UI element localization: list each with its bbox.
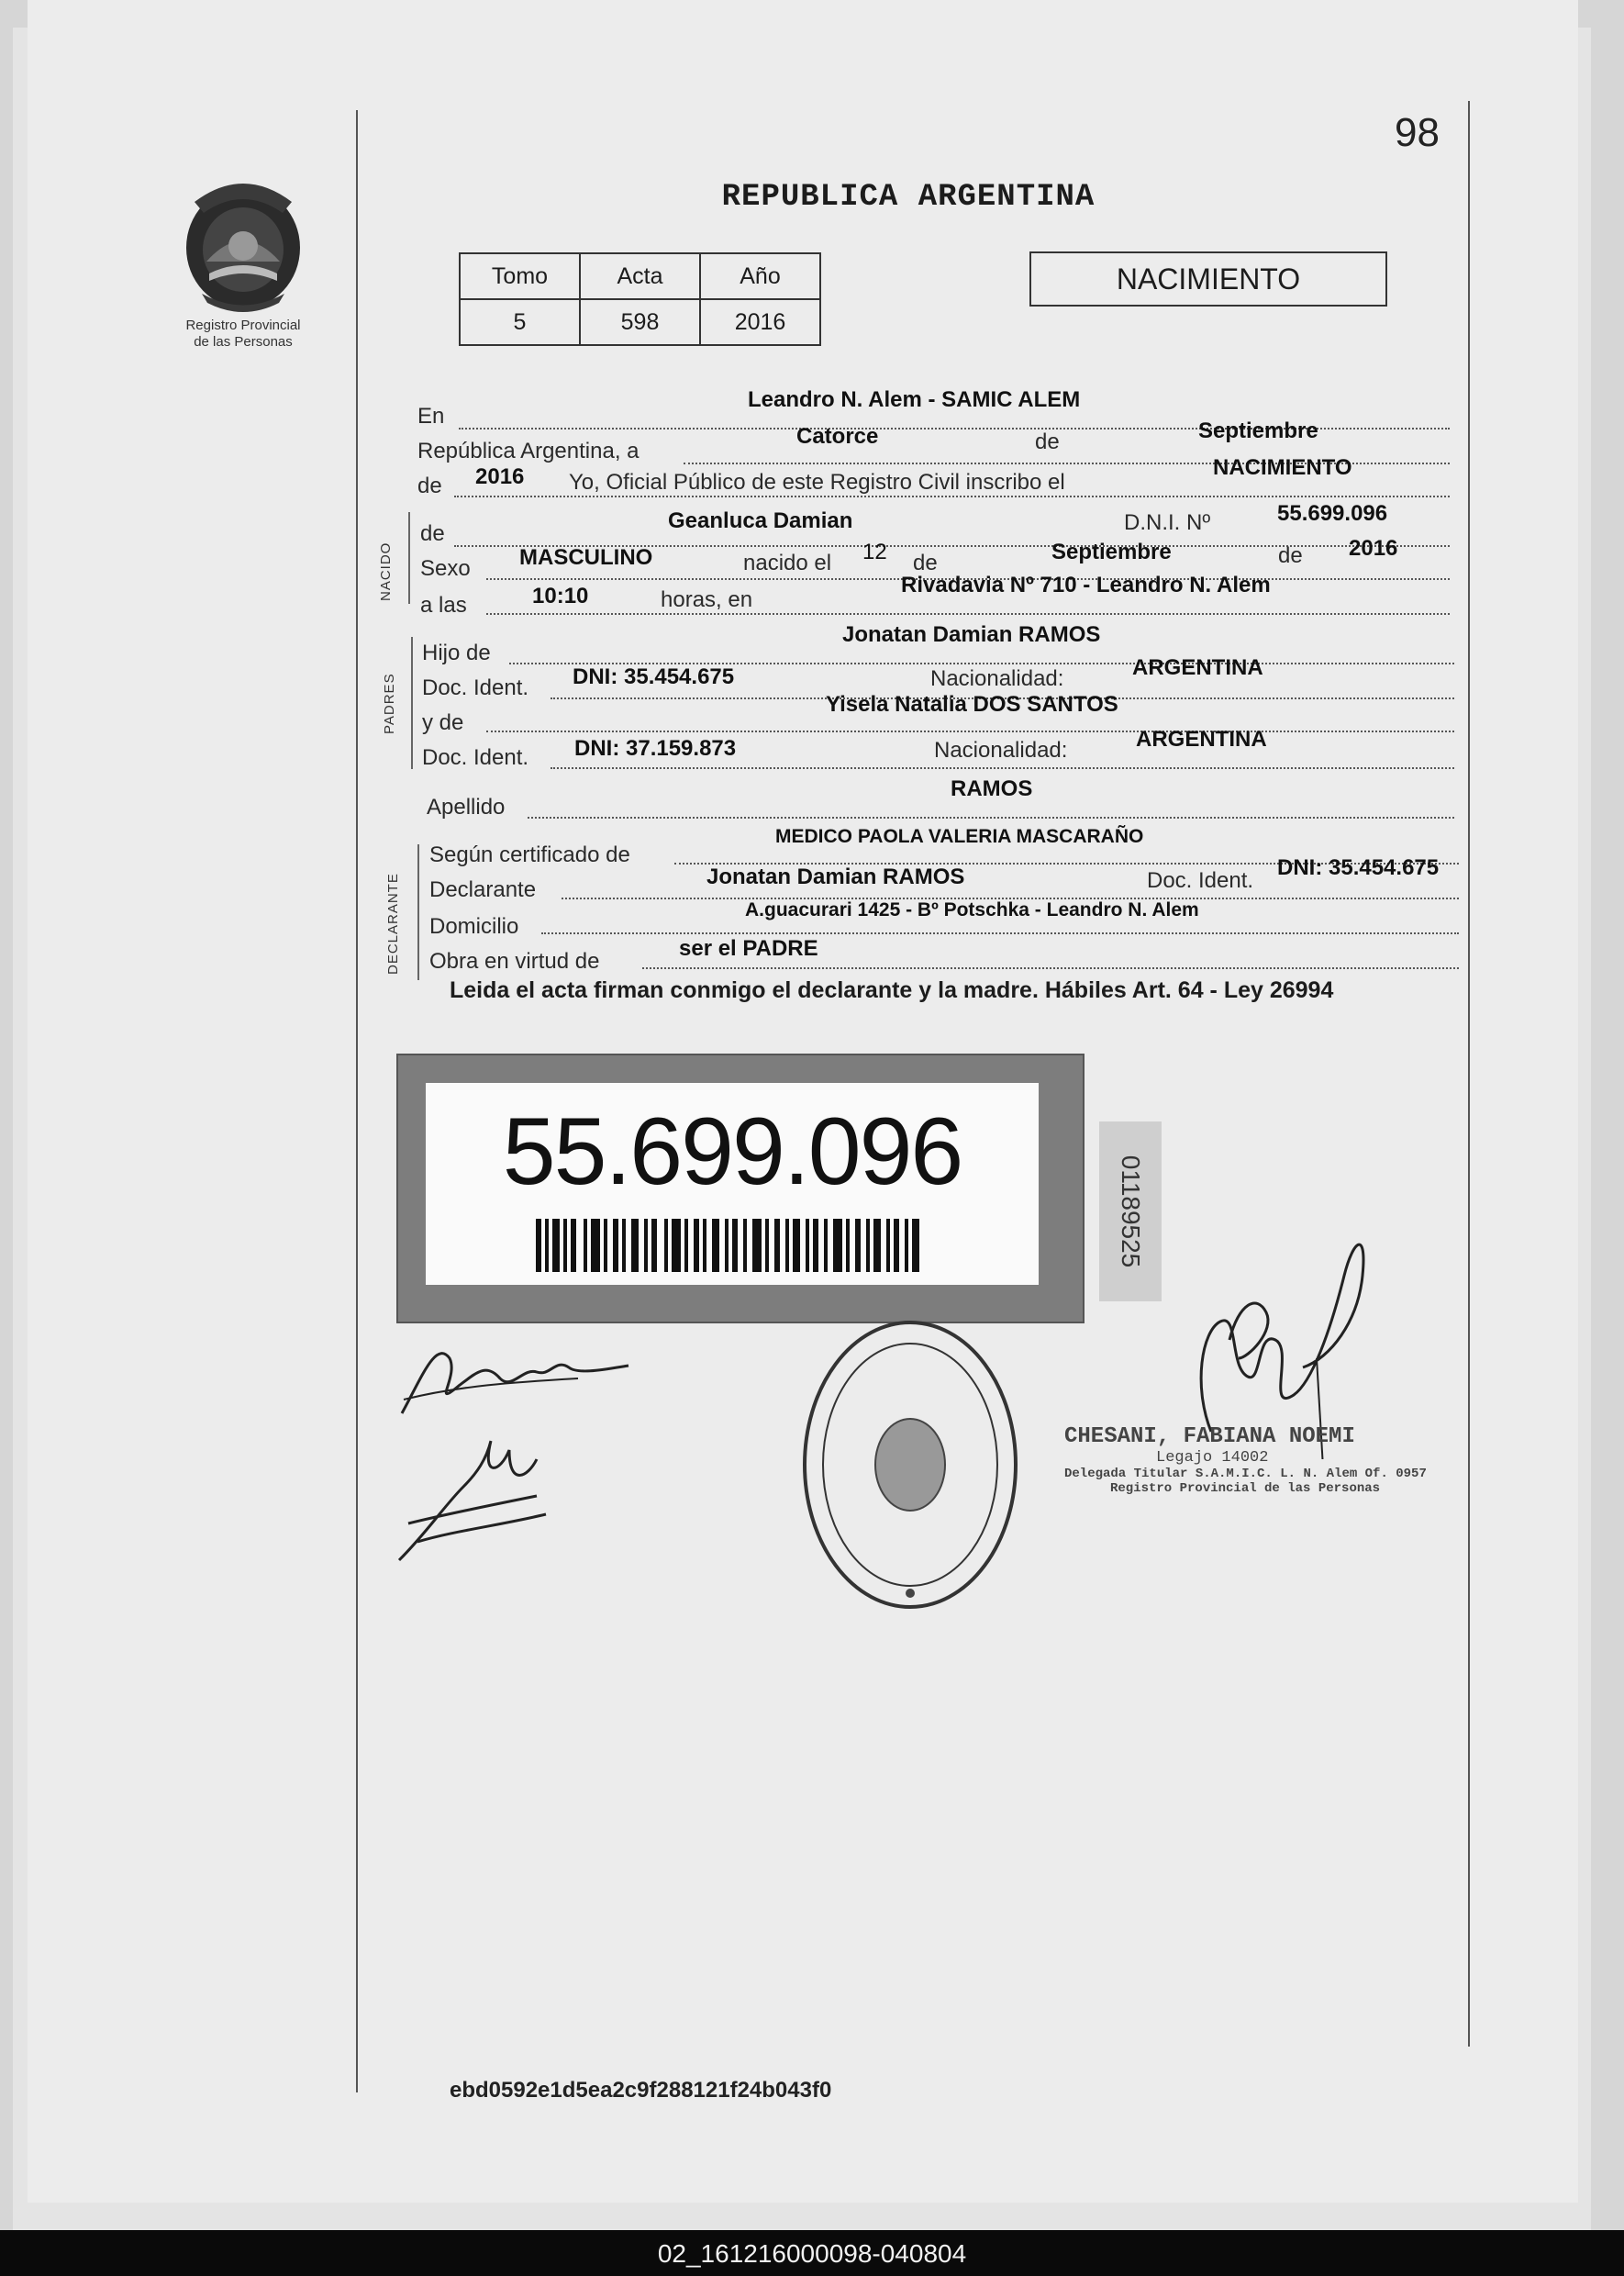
hijo-label: Hijo de bbox=[422, 641, 491, 665]
record-type-box: NACIMIENTO bbox=[1029, 251, 1387, 307]
official-role: Delegada Titular S.A.M.I.C. L. N. Alem Of. 0957 bbox=[1064, 1467, 1427, 1481]
right-frame-line bbox=[1468, 101, 1470, 2047]
obra-label: Obra en virtud de bbox=[429, 949, 600, 974]
page-number: 98 bbox=[1395, 110, 1440, 155]
inscribe-type: NACIMIENTO bbox=[1213, 455, 1352, 480]
section-bar-padres bbox=[411, 637, 413, 769]
act-place: Leandro N. Alem - SAMIC ALEM bbox=[748, 387, 1081, 412]
province-emblem-icon bbox=[174, 165, 312, 317]
nacionalidad-label: Nacionalidad: bbox=[934, 738, 1068, 763]
dotted-line bbox=[551, 767, 1454, 769]
signature-left-1 bbox=[395, 1322, 633, 1432]
apellido-value: RAMOS bbox=[951, 776, 1033, 801]
nacido-sexo: MASCULINO bbox=[519, 545, 653, 570]
serial-number-strip bbox=[1099, 1121, 1162, 1301]
dotted-line bbox=[454, 496, 1450, 497]
declarante-label: Declarante bbox=[429, 877, 537, 902]
barcode-icon bbox=[536, 1219, 921, 1272]
registry-header-acta: Acta bbox=[580, 253, 700, 299]
official-legajo: Legajo 14002 bbox=[1156, 1449, 1269, 1467]
act-year: 2016 bbox=[475, 464, 525, 489]
nacido-de-label: de bbox=[420, 521, 445, 546]
nacido-dni: 55.699.096 bbox=[1277, 501, 1388, 526]
section-tag-declarante: DECLARANTE bbox=[385, 873, 401, 975]
birth-place: Rivadavia Nº 710 - Leandro N. Alem bbox=[901, 573, 1271, 597]
father-doc: DNI: 35.454.675 bbox=[573, 664, 735, 689]
official-name: CHESANI, FABIANA NOEMI bbox=[1064, 1424, 1355, 1449]
act-month: Septiembre bbox=[1198, 418, 1318, 443]
en-label: En bbox=[417, 404, 445, 429]
footer-filename: 02_161216000098-040804 bbox=[657, 2239, 967, 2268]
de-label: de bbox=[1278, 543, 1303, 568]
signature-left-2 bbox=[390, 1422, 555, 1579]
registry-value-acta: 598 bbox=[580, 299, 700, 345]
left-frame-line bbox=[356, 110, 358, 2092]
republica-label: República Argentina, a bbox=[417, 439, 640, 463]
registry-value-row bbox=[460, 299, 820, 345]
dotted-line bbox=[486, 613, 1450, 615]
sexo-label: Sexo bbox=[420, 556, 471, 581]
section-bar-nacido bbox=[408, 512, 410, 604]
stamp-inner bbox=[426, 1083, 1039, 1285]
mother-nationality: ARGENTINA bbox=[1136, 727, 1267, 752]
serial-number: 01189525 bbox=[1117, 1155, 1145, 1268]
de2-label: de bbox=[417, 474, 442, 498]
yo-text: Yo, Oficial Público de este Registro Civil inscribo el bbox=[569, 470, 1065, 495]
section-tag-padres: PADRES bbox=[382, 673, 397, 734]
alas-label: a las bbox=[420, 593, 467, 618]
dotted-line bbox=[486, 731, 1454, 732]
registry-header-tomo: Tomo bbox=[460, 253, 580, 299]
birth-time: 10:10 bbox=[532, 584, 589, 608]
stamp-number: 55.699.096 bbox=[502, 1099, 962, 1205]
de-label: de bbox=[913, 551, 938, 575]
nacionalidad-label: Nacionalidad: bbox=[930, 666, 1064, 691]
mother-name: Yisela Natalia DOS SANTOS bbox=[826, 692, 1118, 717]
registry-value-anio: 2016 bbox=[700, 299, 820, 345]
dotted-line bbox=[541, 932, 1459, 934]
emblem-caption bbox=[147, 318, 339, 351]
birth-day: 12 bbox=[862, 540, 887, 564]
act-day: Catorce bbox=[796, 424, 879, 449]
mother-doc: DNI: 37.159.873 bbox=[574, 736, 737, 761]
doc-ident-label: Doc. Ident. bbox=[422, 675, 529, 700]
declarante-doc: DNI: 35.454.675 bbox=[1277, 855, 1440, 880]
emblem-caption-line2: de las Personas bbox=[194, 334, 293, 350]
birth-year: 2016 bbox=[1349, 536, 1398, 561]
declarante-name: Jonatan Damian RAMOS bbox=[706, 865, 965, 889]
yde-label: y de bbox=[422, 710, 464, 735]
apellido-label: Apellido bbox=[427, 795, 506, 820]
signature-right bbox=[1174, 1221, 1376, 1459]
dotted-line bbox=[528, 817, 1454, 819]
nacido-name: Geanluca Damian bbox=[668, 508, 853, 533]
country-title: REPUBLICA ARGENTINA bbox=[721, 180, 1096, 215]
emblem-caption-line1: Registro Provincial bbox=[185, 318, 301, 333]
official-seal-icon bbox=[800, 1318, 1020, 1612]
dni-label: D.N.I. Nº bbox=[1124, 510, 1211, 535]
nacido-el-label: nacido el bbox=[743, 551, 832, 575]
dotted-line bbox=[642, 967, 1459, 969]
document-hash: ebd0592e1d5ea2c9f288121f24b043f0 bbox=[450, 2078, 832, 2103]
cert-value: MEDICO PAOLA VALERIA MASCARAÑO bbox=[775, 826, 1144, 847]
section-bar-declarante bbox=[417, 844, 419, 980]
footer-bar bbox=[0, 2230, 1624, 2276]
section-tag-nacido: NACIDO bbox=[378, 541, 394, 601]
official-block bbox=[1064, 1424, 1468, 1496]
father-name: Jonatan Damian RAMOS bbox=[842, 622, 1101, 647]
domicilio-value: A.guacurari 1425 - Bº Potschka - Leandro N. Alem bbox=[745, 899, 1199, 920]
registry-header-row bbox=[460, 253, 820, 299]
official-registry: Registro Provincial de las Personas bbox=[1110, 1481, 1381, 1496]
registry-header-anio: Año bbox=[700, 253, 820, 299]
domicilio-label: Domicilio bbox=[429, 914, 519, 939]
obra-value: ser el PADRE bbox=[679, 936, 818, 961]
registry-table bbox=[459, 252, 821, 346]
doc-ident-label: Doc. Ident. bbox=[1147, 868, 1254, 893]
birth-month: Septiembre bbox=[1051, 540, 1172, 564]
security-stamp bbox=[396, 1054, 1085, 1323]
doc-ident-label: Doc. Ident. bbox=[422, 745, 529, 770]
cert-label: Según certificado de bbox=[429, 842, 630, 867]
father-nationality: ARGENTINA bbox=[1132, 655, 1263, 680]
closing-text: Leida el acta firman conmigo el declarante y la madre. Hábiles Art. 64 - Ley 26994 bbox=[450, 977, 1334, 1003]
registry-value-tomo: 5 bbox=[460, 299, 580, 345]
horas-label: horas, en bbox=[661, 587, 753, 612]
de-label: de bbox=[1035, 430, 1060, 454]
